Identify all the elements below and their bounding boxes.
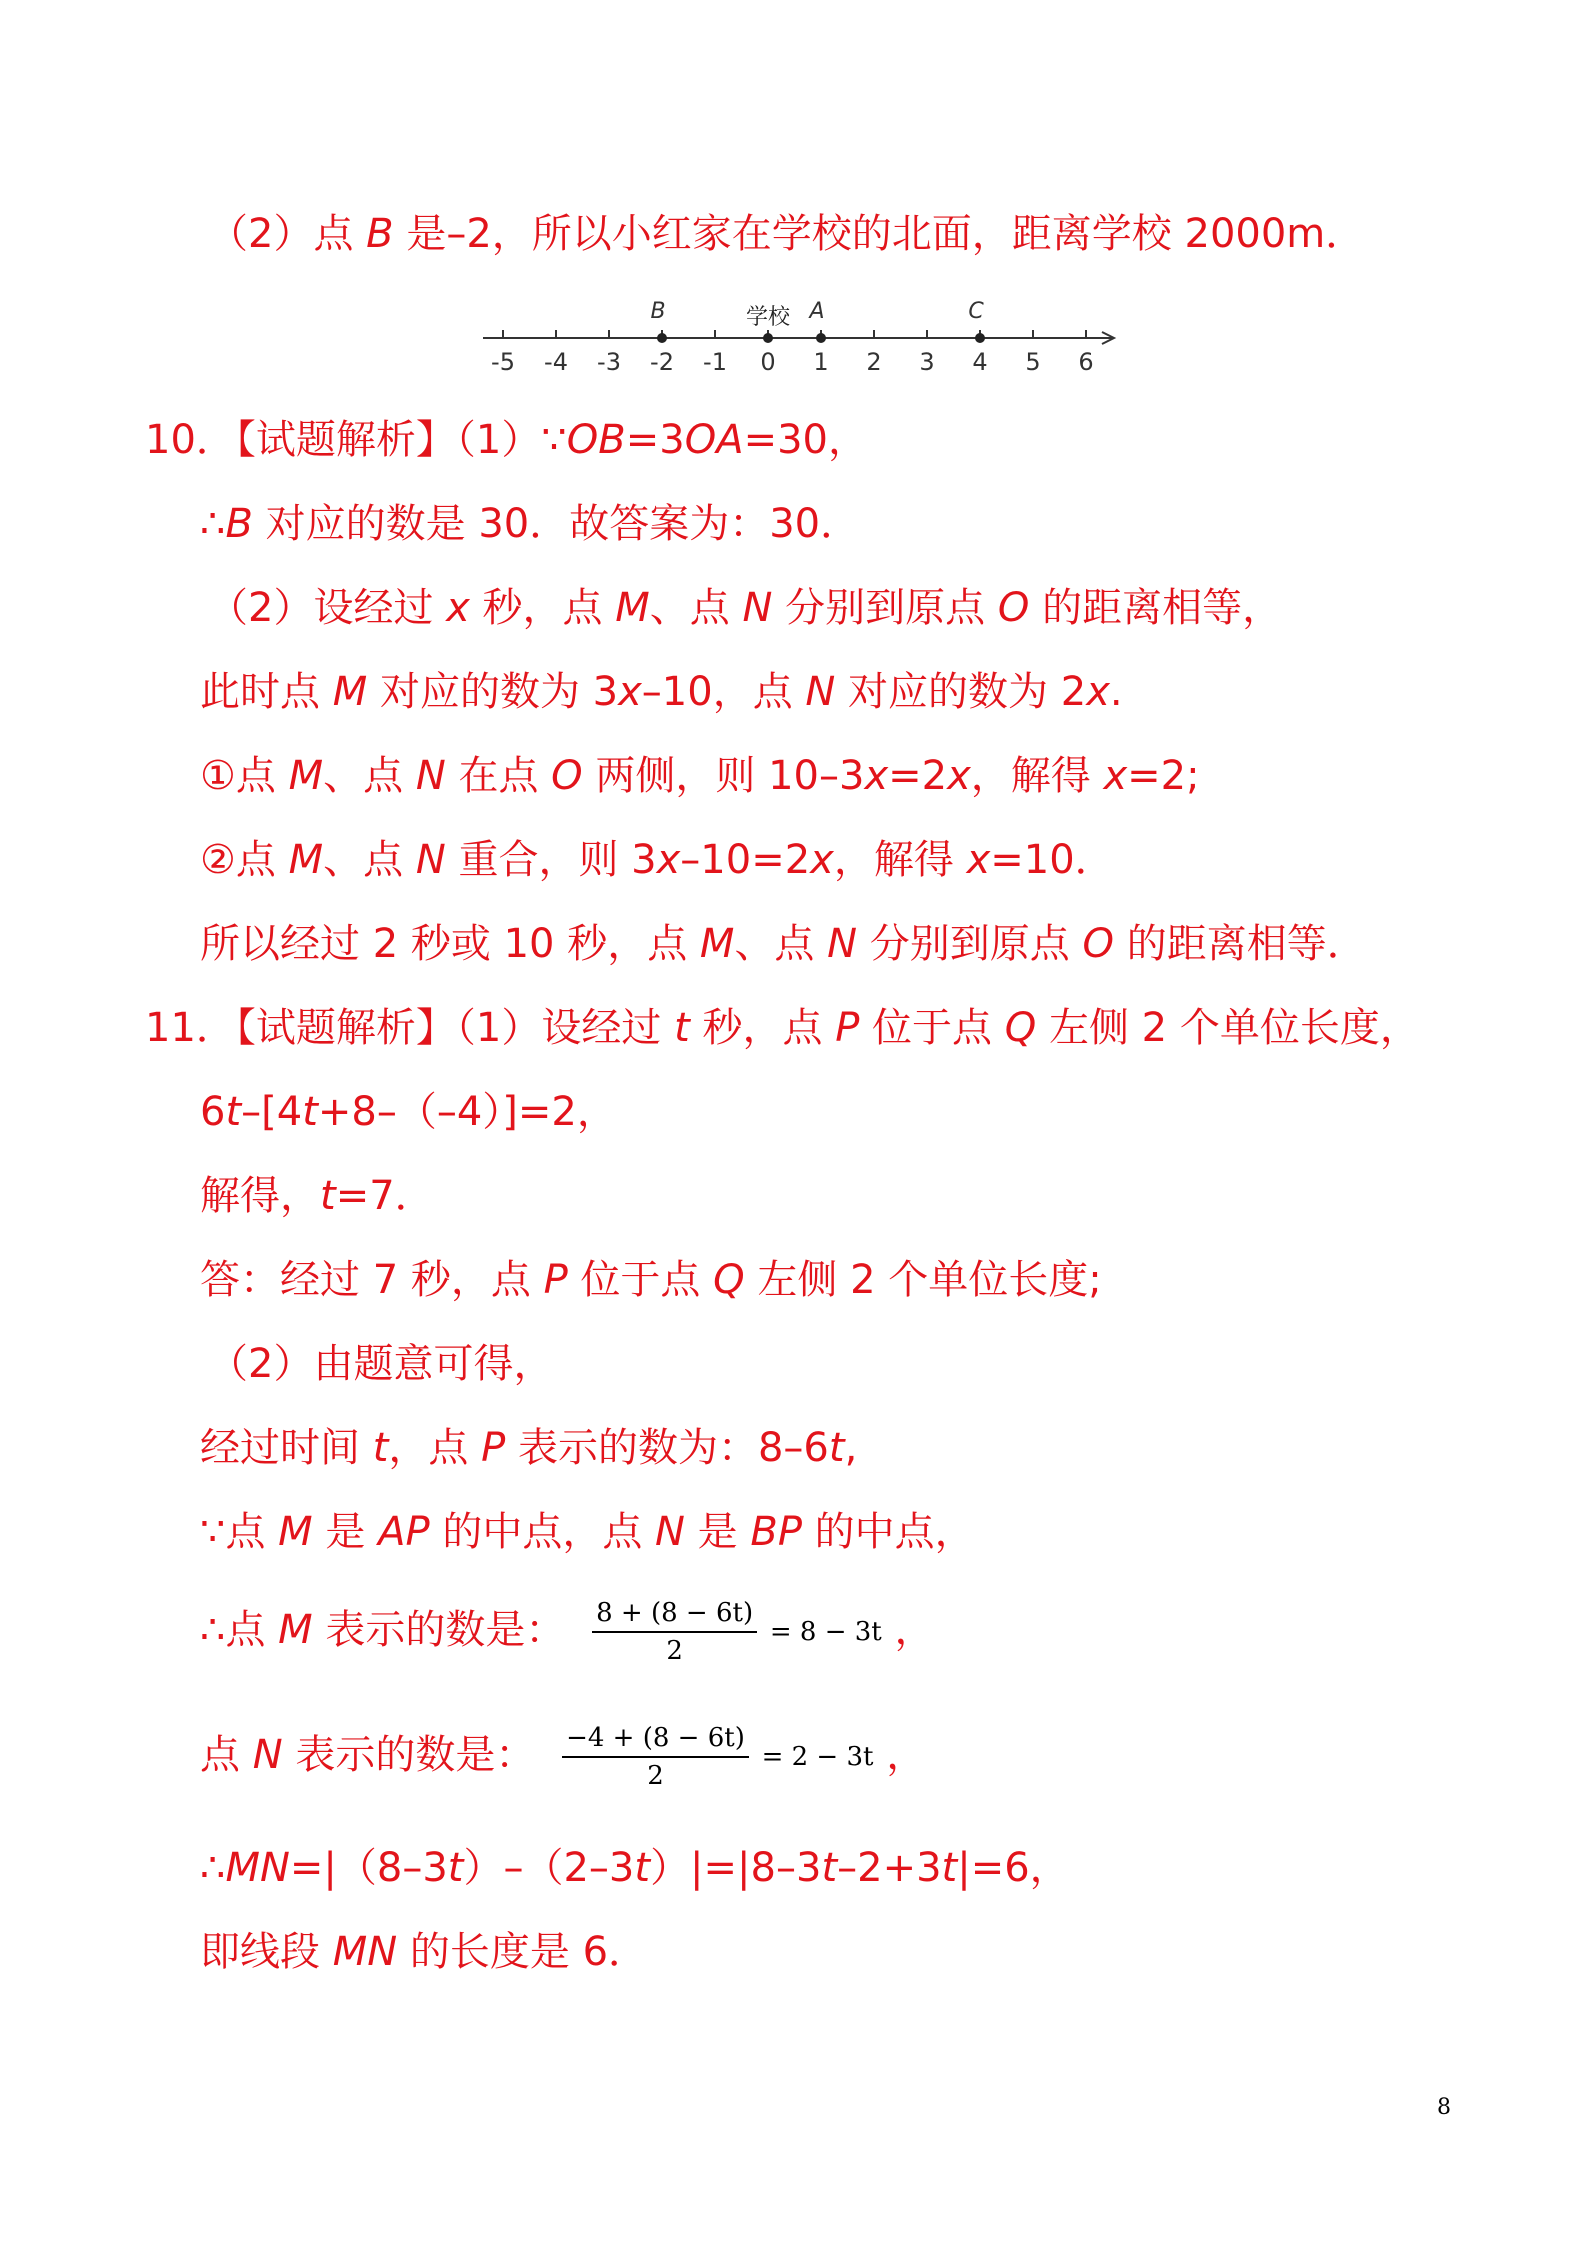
answer-10-conclusion: 所以经过 2 秒或 10 秒，点 M、点 N 分别到原点 O 的距离相等．: [200, 921, 1367, 967]
number-line-point-label: B: [650, 299, 666, 324]
answer-10-header: 10．【试题解析】（1）∵OB=3OA=30，: [145, 417, 868, 463]
number-line-point-label: A: [809, 299, 825, 324]
number-line-point: [657, 333, 667, 343]
number-line-tick-label: -4: [544, 348, 568, 376]
fraction-m-numerator: 8 + (8 − 6t): [592, 1598, 757, 1633]
number-line-tick-label: -2: [650, 348, 674, 376]
number-line-point: [975, 333, 985, 343]
answer-10-part2-intro: （2）设经过 x 秒，点 M、点 N 分别到原点 O 的距离相等，: [208, 585, 1283, 631]
answer-10-part2-expr: 此时点 M 对应的数为 3x–10，点 N 对应的数为 2x.: [200, 669, 1123, 715]
answer-11-mn-result: 即线段 MN 的长度是 6．: [200, 1929, 649, 1975]
number-line-tick-label: 5: [1025, 348, 1041, 376]
fraction-n-numerator: −4 + (8 − 6t): [562, 1723, 749, 1758]
answer-11-part2-intro: （2）由题意可得，: [208, 1341, 554, 1387]
number-line-point-label: C: [968, 299, 984, 324]
answer-11-point-p: 经过时间 t，点 P 表示的数为：8–6t,: [200, 1425, 858, 1471]
answer-11-midpoints: ∵点 M 是 AP 的中点，点 N 是 BP 的中点，: [200, 1509, 975, 1555]
fraction-n: [562, 1723, 749, 1791]
number-line-tick-label: 6: [1078, 348, 1094, 376]
answer-11-solution: 解得，t=7．: [200, 1173, 435, 1219]
number-line-tick-label: -3: [597, 348, 621, 376]
number-line-tick-label: -5: [491, 348, 515, 376]
answer-11-equation: 6t–[4t+8–（–4）]=2，: [200, 1089, 617, 1135]
number-line-tick-label: 2: [866, 348, 882, 376]
number-line-tick-label: -1: [703, 348, 727, 376]
fraction-n-result: = 2 − 3t: [761, 1742, 874, 1772]
answer-10-case1: ①点 M、点 N 在点 O 两侧，则 10–3x=2x，解得 x=2;: [200, 753, 1200, 799]
fraction-m-denominator: 2: [666, 1636, 683, 1666]
answer-10-line2: ∴B 对应的数是 30．故答案为：30．: [200, 501, 861, 547]
number-line-point: [816, 333, 826, 343]
number-line-tick-label: 3: [919, 348, 935, 376]
number-line-tick-label: 1: [813, 348, 829, 376]
number-line-point: [763, 333, 773, 343]
number-line-figure: [475, 290, 1135, 390]
answer-11-point-m: ∴点 M 表示的数是： $\frac{8 + (8 - 6t)}{2}$ = 8 − 3t ，: [200, 1598, 935, 1666]
number-line-tick-label: 0: [760, 348, 776, 376]
page-number: 8: [1437, 2095, 1451, 2120]
answer-11-header: 11．【试题解析】（1）设经过 t 秒，点 P 位于点 Q 左侧 2 个单位长度，: [145, 1005, 1420, 1051]
answer-11-answer: 答：经过 7 秒，点 P 位于点 Q 左侧 2 个单位长度;: [200, 1257, 1102, 1303]
answer-9-part2: （2）点 B 是–2，所以小红家在学校的北面，距离学校 2000m．: [208, 211, 1366, 257]
fraction-m: [592, 1598, 757, 1666]
answer-11-mn-calc: ∴MN=|（8–3t）–（2–3t）|=|8–3t–2+3t|=6，: [200, 1845, 1070, 1891]
answer-10-case2: ②点 M、点 N 重合，则 3x–10=2x，解得 x=10．: [200, 837, 1115, 883]
fraction-n-denominator: 2: [647, 1761, 664, 1791]
number-line-tick-label: 4: [972, 348, 988, 376]
school-label: 学校: [745, 305, 791, 330]
answer-11-point-n: 点 N 表示的数是： $\frac{-4 + (8 - 6t)}{2}$ = 2 − 3t ，: [200, 1723, 927, 1791]
fraction-m-result: = 8 − 3t: [769, 1617, 882, 1647]
